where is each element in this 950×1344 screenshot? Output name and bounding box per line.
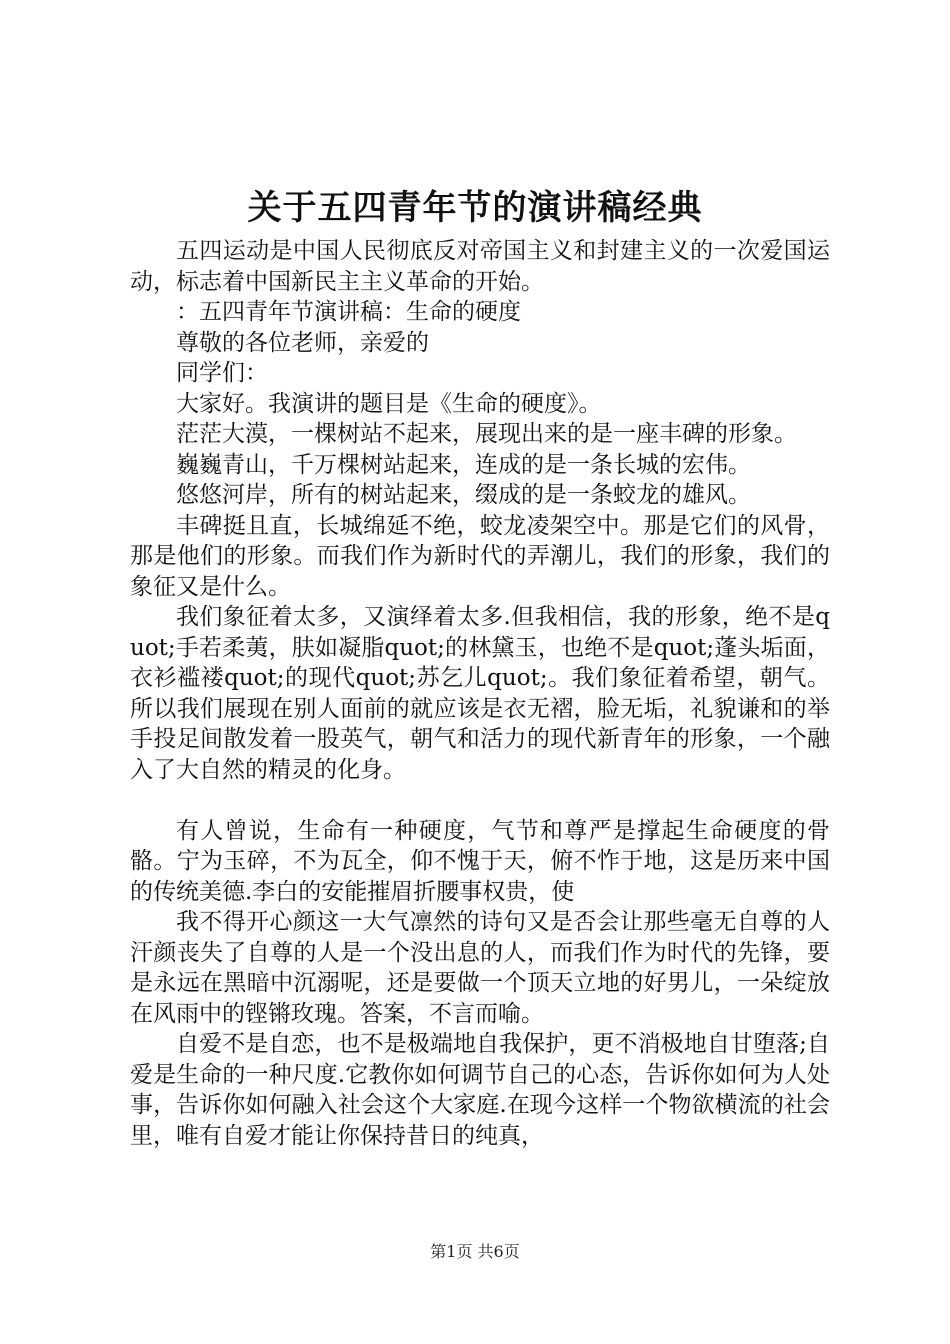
- paragraph: 茫茫大漠，一棵树站不起来，展现出来的是一座丰碑的形象。: [176, 421, 797, 447]
- paragraph: 大家好。我演讲的题目是《生命的硬度》。: [176, 390, 602, 417]
- paragraph: 悠悠河岸，所有的树站起来，缀成的是一条蛟龙的雄风。: [176, 482, 751, 508]
- paragraph: 同学们：: [176, 360, 268, 386]
- paragraph: 巍巍青山，千万棵树站起来，连成的是一条长城的宏伟。: [176, 451, 751, 478]
- paragraph: 我不得开心颜这一大气凛然的诗句又是否会让那些毫无自尊的人汗颜丧失了自尊的人是一个没出息的人，而我们作为时代的先锋，要是永远在黑暗中沉溺呢，还是要做一个顶天立地的好男儿，一朵绽放在风雨中的铿锵玫瑰。答案，不言而喻。: [130, 909, 830, 1027]
- paragraph: ：五四青年节演讲稿：生命的硬度: [176, 299, 521, 325]
- document-body: [130, 236, 830, 1151]
- paragraph: 丰碑挺且直，长城绵延不绝，蛟龙凌架空中。那是它们的风骨，那是他们的形象。而我们作为新时代的弄潮儿，我们的形象，我们的象征又是什么。: [130, 512, 830, 600]
- document-title: 关于五四青年节的演讲稿经典: [247, 188, 703, 228]
- paragraph: 尊敬的各位老师，亲爱的: [176, 329, 429, 356]
- page-footer: 第1页 共6页: [430, 1242, 520, 1261]
- paragraph: 我们象征着太多，又演绎着太多.但我相信，我的形象，绝不是quot;手若柔荑，肤如凝脂quot;的林黛玉，也绝不是quot;蓬头垢面，衣衫褴褛quot;的现代quot;苏乞儿quot;。我们象征着希望，朝气。所以我们展现在别人面前的就应该是衣无褶，脸无垢，礼貌谦和的举手投足间散发着一股英气，朝气和活力的现代新青年的形象，一个融入了大自然的精灵的化身。: [130, 604, 830, 783]
- paragraph: 自爱不是自恋，也不是极端地自我保护，更不消极地自甘堕落;自爱是生命的一种尺度.它教你如何调节自己的心态，告诉你如何为人处事，告诉你如何融入社会这个大家庭.在现今这样一个物欲横流的社会里，唯有自爱才能让你保持昔日的纯真，: [130, 1031, 830, 1149]
- paragraph: 有人曾说，生命有一种硬度，气节和尊严是撑起生命硬度的骨骼。宁为玉碎，不为瓦全，仰不愧于天，俯不怍于地，这是历来中国的传统美德.李白的安能摧眉折腰事权贵，使: [130, 817, 830, 905]
- paragraph: 五四运动是中国人民彻底反对帝国主义和封建主义的一次爱国运动，标志着中国新民主主义革命的开始。: [130, 238, 830, 295]
